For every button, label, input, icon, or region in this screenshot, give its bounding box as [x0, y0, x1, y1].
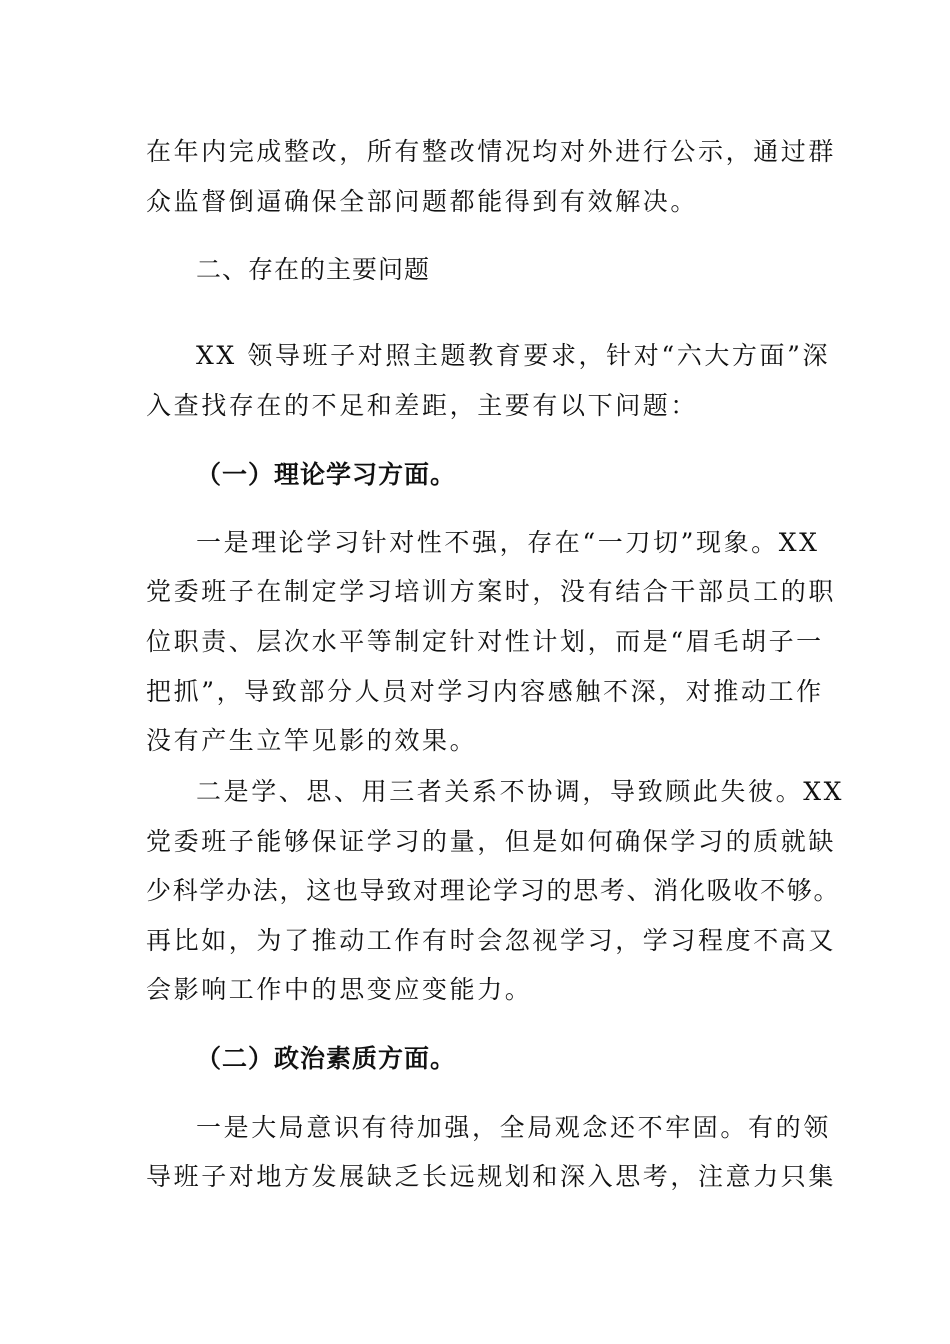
body-text-line: 在年内完成整改，所有整改情况均对外进行公示，通过群 — [146, 137, 837, 166]
subsection-heading: （二）政治素质方面。 — [196, 1044, 457, 1073]
body-text-line: 少科学办法，这也导致对理论学习的思考、消化吸收不够。 — [146, 876, 841, 905]
body-text-line: 一是理论学习针对性不强，存在“一刀切”现象。XX — [196, 528, 820, 557]
body-text-line: XX 领导班子对照主题教育要求，针对“六大方面”深 — [196, 341, 831, 370]
body-text-line: 众监督倒逼确保全部问题都能得到有效解决。 — [146, 187, 699, 216]
body-text-line: 入查找存在的不足和差距，主要有以下问题： — [146, 391, 699, 420]
body-text-line: 一是大局意识有待加强，全局观念还不牢固。有的领 — [196, 1113, 831, 1142]
body-text-line: 没有产生立竿见影的效果。 — [146, 726, 478, 755]
body-text-line: 把抓”，导致部分人员对学习内容感触不深，对推动工作 — [146, 677, 824, 706]
section-heading: 二、存在的主要问题 — [196, 255, 431, 284]
body-text-line: 党委班子能够保证学习的量，但是如何确保学习的质就缺 — [146, 827, 837, 856]
body-text-line: 再比如，为了推动工作有时会忽视学习，学习程度不高又 — [146, 926, 837, 955]
body-text-line: 党委班子在制定学习培训方案时，没有结合干部员工的职 — [146, 577, 837, 606]
subsection-heading: （一）理论学习方面。 — [196, 460, 457, 489]
body-text-line: 会影响工作中的思变应变能力。 — [146, 975, 533, 1004]
body-text-line: 二是学、思、用三者关系不协调，导致顾此失彼。XX — [196, 777, 844, 806]
body-text-line: 导班子对地方发展缺乏长远规划和深入思考，注意力只集 — [146, 1162, 837, 1191]
body-text-line: 位职责、层次水平等制定针对性计划，而是“眉毛胡子一 — [146, 627, 824, 656]
